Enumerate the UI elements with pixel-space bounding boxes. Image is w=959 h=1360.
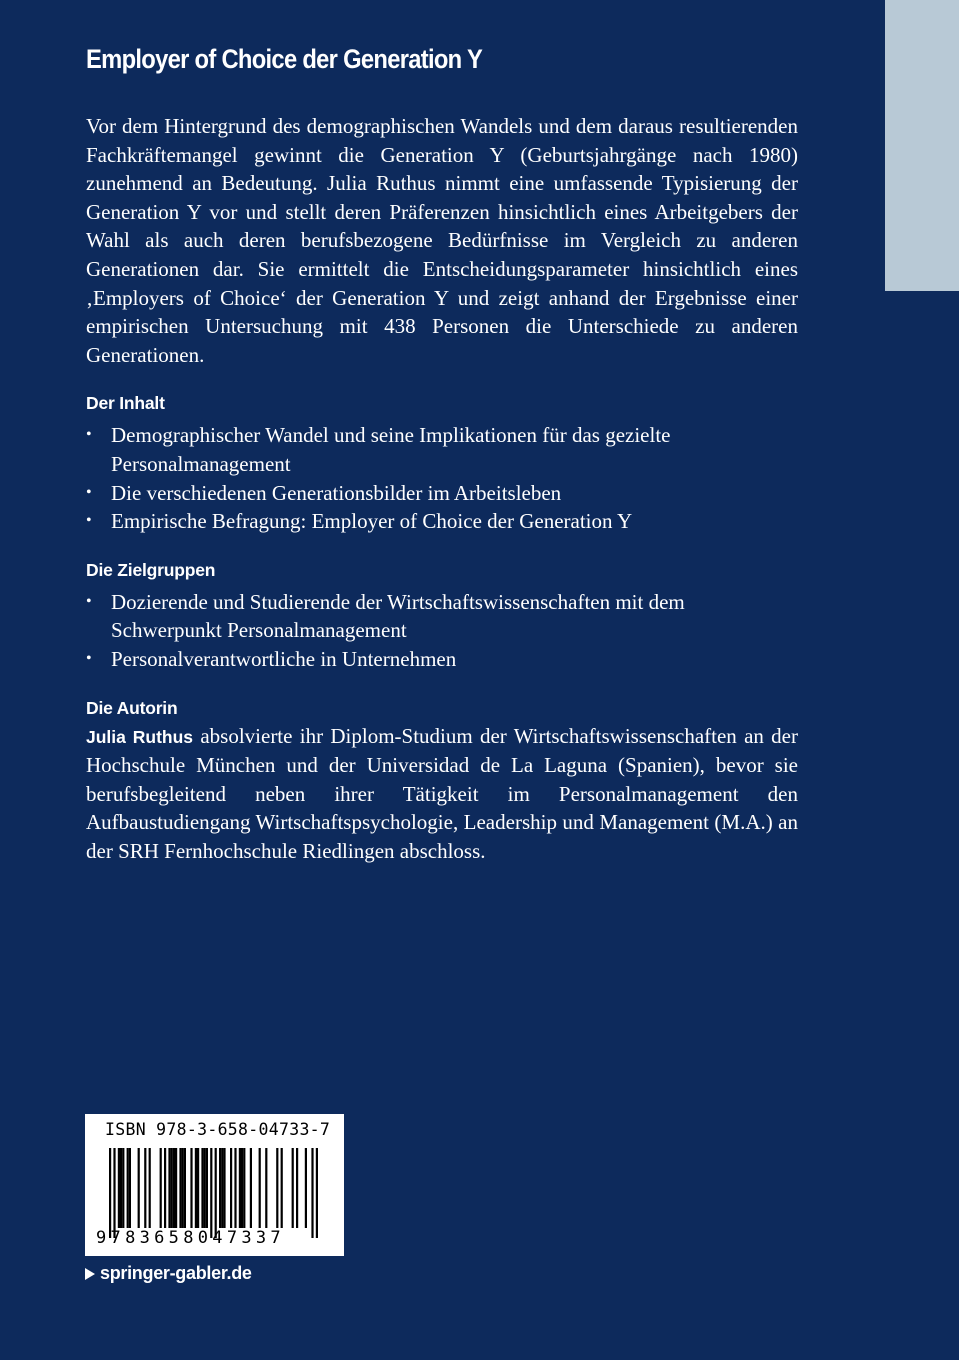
isbn-label: ISBN 978-3-658-04733-7 bbox=[105, 1120, 331, 1139]
barcode-bar bbox=[210, 1148, 212, 1238]
barcode-bar bbox=[118, 1148, 120, 1228]
bullet-icon: • bbox=[86, 649, 92, 667]
website-link[interactable] bbox=[85, 1263, 252, 1284]
intro-paragraph: Vor dem Hintergrund des demographischen Wandels und dem daraus resultierenden Fachkräftemangel gewinnt die Generation Y (Geburtsjahrgänge nach 1980) zunehmend an Bedeutung. Julia Ruthus nimmt eine umfassende Typisierung der Generation Y vor und stellt deren Präferenzen hinsichtlich eines Arbeitgebers der Wahl als auch deren berufsbezogene Bedürfnisse im Vergleich zu anderen Generationen dar. Sie ermittelt die Entscheidungsparameter hinsichtlich eines ‚Employers of Choice‘ der Generation Y und zeigt anhand der Ergebnisse einer empirischen Untersuchung mit 438 Personen die Unterschiede zu anderen Generationen. bbox=[86, 114, 798, 367]
barcode-bar bbox=[215, 1148, 217, 1238]
barcode-bar bbox=[259, 1148, 261, 1228]
barcode-bar bbox=[316, 1148, 318, 1238]
author-bio bbox=[86, 722, 798, 866]
barcode-bar bbox=[250, 1148, 252, 1228]
book-title: Employer of Choice der Generation Y bbox=[86, 44, 483, 74]
barcode-bar bbox=[204, 1148, 206, 1228]
barcode-bar bbox=[122, 1148, 124, 1228]
barcode-bar bbox=[201, 1148, 203, 1228]
barcode-bar bbox=[113, 1148, 115, 1238]
barcode-bar bbox=[206, 1148, 208, 1228]
barcode-bar bbox=[127, 1148, 129, 1228]
list-item: • Empirische Befragung: Employer of Choice der Generation Y bbox=[86, 507, 798, 536]
barcode-bar bbox=[171, 1148, 173, 1228]
barcode-bar bbox=[305, 1148, 307, 1228]
barcode-bar bbox=[120, 1148, 122, 1228]
barcode-bar bbox=[184, 1148, 186, 1228]
barcode-bar bbox=[168, 1148, 170, 1228]
author-name: Julia Ruthus bbox=[86, 726, 194, 747]
barcode-bar bbox=[311, 1148, 313, 1238]
barcode-bar bbox=[239, 1148, 241, 1228]
barcode-bar bbox=[197, 1148, 199, 1228]
bullet-icon: • bbox=[86, 483, 92, 501]
barcode-bar bbox=[175, 1148, 177, 1228]
website-text: springer-gabler.de bbox=[100, 1263, 252, 1283]
barcode-bar bbox=[179, 1148, 181, 1228]
barcode-bar bbox=[173, 1148, 175, 1228]
barcode-bar bbox=[223, 1148, 225, 1228]
autorin-heading: Die Autorin bbox=[86, 697, 178, 718]
barcode-bar bbox=[129, 1148, 131, 1228]
barcode-bar bbox=[109, 1148, 111, 1238]
bullet-icon: • bbox=[86, 512, 92, 530]
list-item: • Demographischer Wandel und seine Implikationen für das gezielte Personalmanagement bbox=[86, 423, 671, 476]
inhalt-list bbox=[86, 421, 798, 535]
zielgruppen-heading: Die Zielgruppen bbox=[86, 559, 216, 580]
barcode-bar bbox=[164, 1148, 166, 1228]
list-item: • Die verschiedenen Generationsbilder im Arbeitsleben bbox=[86, 479, 798, 508]
barcode-bar bbox=[265, 1148, 267, 1228]
barcode-bar bbox=[243, 1148, 245, 1228]
back-cover-content bbox=[86, 112, 798, 865]
barcode-bar bbox=[276, 1148, 278, 1228]
barcode-bar bbox=[190, 1148, 192, 1228]
bullet-icon: • bbox=[86, 592, 92, 610]
barcode-bar bbox=[219, 1148, 221, 1228]
zielgruppen-list bbox=[86, 588, 798, 674]
barcode-bar bbox=[234, 1148, 236, 1228]
list-item: • Personalverantwortliche in Unternehmen bbox=[86, 645, 798, 674]
barcode-bar bbox=[230, 1148, 232, 1228]
barcode-bar bbox=[296, 1148, 298, 1228]
barcode-bar bbox=[149, 1148, 151, 1228]
barcode-digits: 9783658047337 bbox=[96, 1228, 285, 1248]
barcode-bar bbox=[292, 1148, 294, 1228]
barcode-bar bbox=[281, 1148, 283, 1228]
inhalt-heading: Der Inhalt bbox=[86, 393, 165, 414]
author-bio-text: absolvierte ihr Diplom-Studium der Wirtschaftswissenschaften an der Hochschule München und der Universidad de La Laguna (Spanien), bevor sie berufsbegleitend neben ihrer Tätigkeit im Personalmanagement den Aufbaustudiengang Wirtschaftspsychologie, Leadership und Management (M.A.) an der SRH Fernhochschule Riedlingen abschloss. bbox=[86, 723, 798, 863]
barcode-bar bbox=[195, 1148, 197, 1228]
side-color-strip bbox=[885, 0, 959, 291]
isbn-barcode bbox=[85, 1114, 344, 1256]
arrow-right-icon bbox=[85, 1268, 95, 1280]
barcode-bar bbox=[241, 1148, 243, 1228]
list-item: • Dozierende und Studierende der Wirtschaftswissenschaften mit dem Schwerpunkt Personalmanagement bbox=[86, 589, 685, 643]
barcode-bar bbox=[221, 1148, 223, 1228]
barcode-bar bbox=[144, 1148, 146, 1228]
barcode-bar bbox=[138, 1148, 140, 1228]
bullet-icon: • bbox=[86, 426, 92, 444]
barcode-bar bbox=[160, 1148, 162, 1228]
barcode-bar bbox=[182, 1148, 184, 1228]
